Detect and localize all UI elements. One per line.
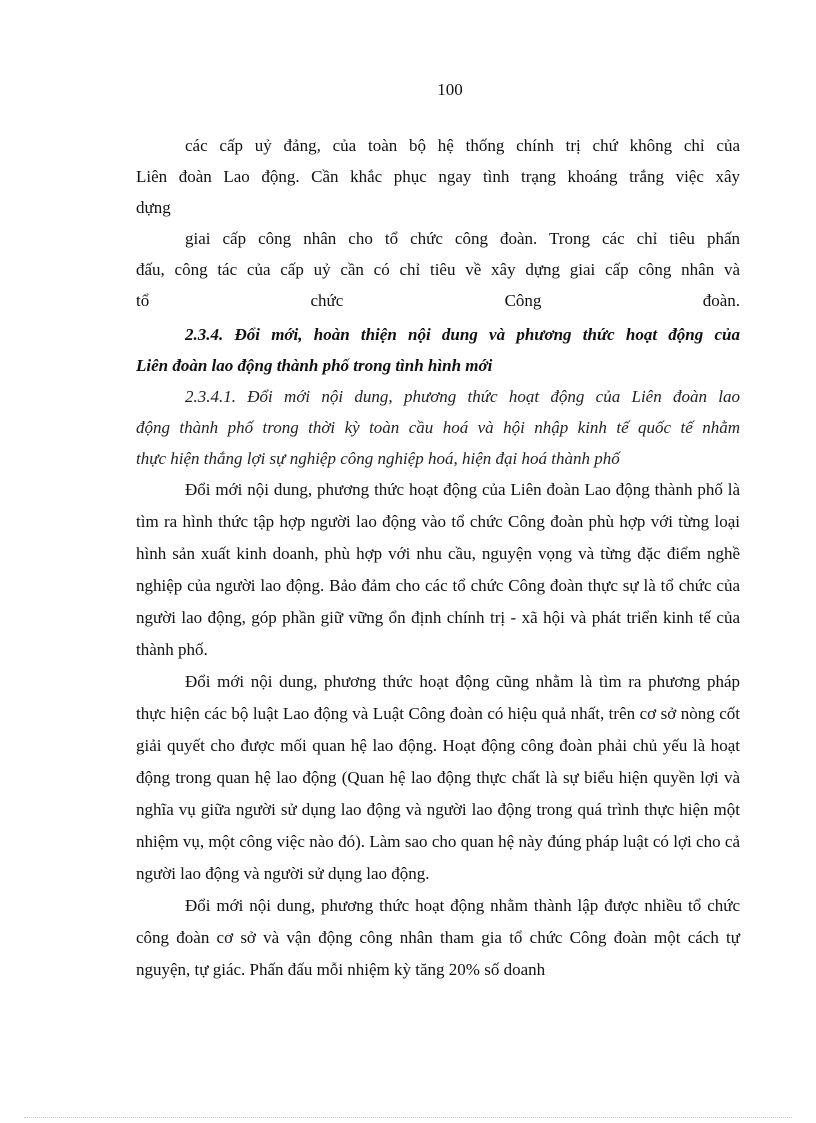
body-paragraph-2: Đổi mới nội dung, phương thức hoạt động cũng nhằm là tìm ra phương pháp thực hiện các bộ luật Lao động và Luật Công đoàn có hiệu quả nhất, trên cơ sở nòng cốt giải quyết cho được mối quan hệ lao động. Hoạt động công đoàn phải chủ yếu là hoạt động trong quan hệ lao động (Quan hệ lao động thực chất là sự biểu hiện quyền lợi và nghĩa vụ giữa người sử dụng lao động và người lao động trong quá trình thực hiện một nhiệm vụ, một công việc nào đó). Làm sao cho quan hệ này đúng pháp luật có lợi cho cả người lao động và người sử dụng lao động. [136,672,740,883]
page-number: 100 [437,80,463,99]
section-heading-line-2: Liên đoàn lao động thành phố trong tình hình mới [136,356,493,375]
subsection-heading-line-2: động thành phố trong thời kỳ toàn cầu hoá và hội nhập kinh tế quốc tế nhằm [136,418,740,437]
body-paragraph-1: Đổi mới nội dung, phương thức hoạt động của Liên đoàn Lao động thành phố là tìm ra hình thức tập hợp người lao động vào tổ chức Công đoàn phù hợp với từng loại hình sản xuất kinh doanh, phù hợp với nhu cầu, nguyện vọng và từng đặc điểm nghề nghiệp của người lao động. Bảo đảm cho các tổ chức Công đoàn thực sự là tổ chức của người lao động, góp phần giữ vững ổn định chính trị - xã hội và phát triển kinh tế của thành phố. [136,480,740,659]
page-bottom-border [24,1117,792,1118]
document-body [136,130,740,986]
continuation-line-3: dựng [136,198,171,217]
subsection-heading-line-1: 2.3.4.1. Đổi mới nội dung, phương thức hoạt động của Liên đoàn lao [185,387,740,406]
subsection-heading-line-3: thực hiện thắng lợi sự nghiệp công nghiệp hoá, hiện đại hoá thành phố [136,449,620,468]
section-heading-line-1: 2.3.4. Đổi mới, hoàn thiện nội dung và phương thức hoạt động của [185,325,740,344]
continuation-line-1: các cấp uỷ đảng, của toàn bộ hệ thống chính trị chứ không chỉ của [185,136,740,155]
paragraph-a-line-1: giai cấp công nhân cho tổ chức công đoàn. Trong các chỉ tiêu phấn [185,229,740,248]
body-paragraph-3: Đổi mới nội dung, phương thức hoạt động nhằm thành lập được nhiều tổ chức công đoàn cơ sở và vận động công nhân tham gia tổ chức Công đoàn một cách tự nguyện, tự giác. Phấn đấu mỗi nhiệm kỳ tăng 20% số doanh [136,896,740,979]
paragraph-a-line-3: tổ chức Công đoàn. [136,291,740,310]
continuation-line-2: Liên đoàn Lao động. Cần khắc phục ngay tình trạng khoáng trắng việc xây [136,167,740,186]
paragraph-a-line-2: đấu, công tác của cấp uỷ cần có chỉ tiêu về xây dựng giai cấp công nhân và [136,260,740,279]
